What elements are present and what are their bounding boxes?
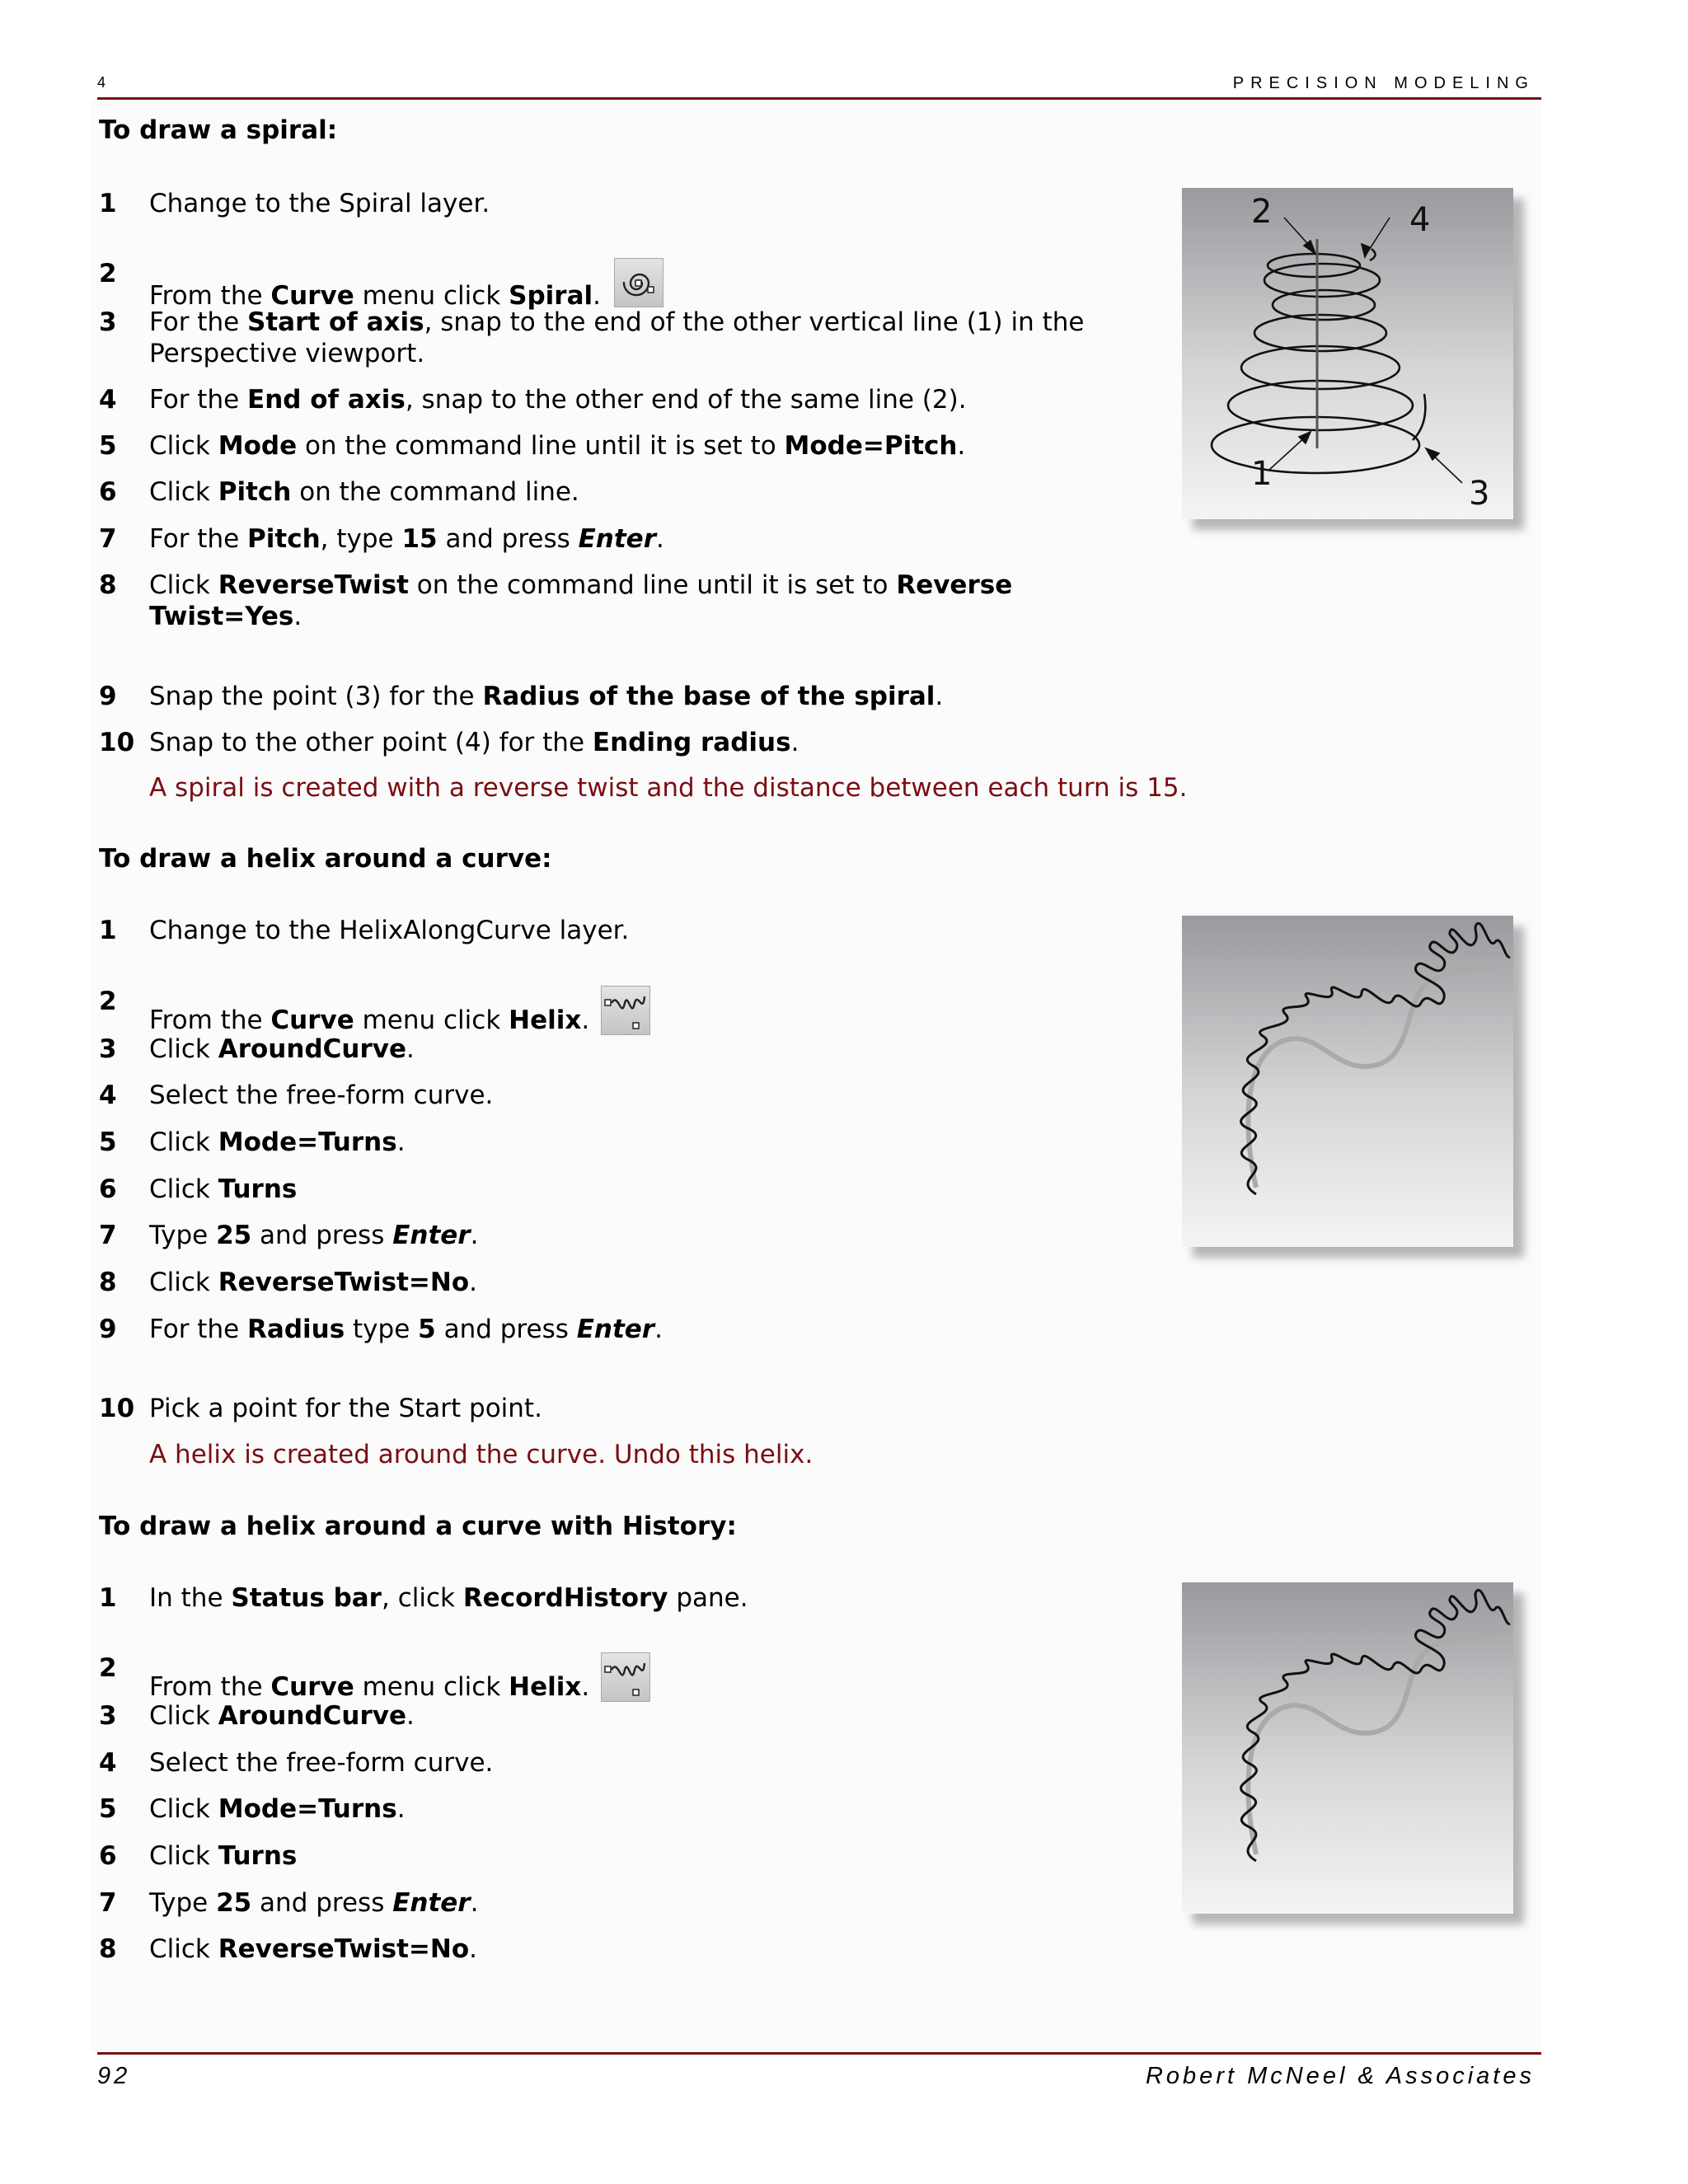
publisher-name: Robert McNeel & Associates — [1145, 2063, 1535, 2089]
menu-name: Curve — [270, 1005, 354, 1035]
option-name: Turns — [218, 1174, 298, 1204]
figure-label: 1 — [1251, 455, 1273, 493]
menu-name: Curve — [270, 281, 354, 311]
option-name: Pitch — [247, 524, 321, 554]
step-text: From the — [149, 1672, 271, 1702]
option-value: Mode=Pitch — [784, 431, 958, 461]
helix-tool-icon — [601, 1652, 650, 1702]
option-name: Pitch — [218, 477, 292, 507]
spiral-tool-icon — [614, 258, 663, 307]
helix-history-figure — [1182, 1582, 1513, 1914]
figure-label: 3 — [1469, 475, 1490, 513]
step-text: . — [293, 602, 302, 631]
option-value: ReverseTwist=No — [218, 1934, 470, 1964]
step-text: Change to the HelixAlongCurve layer. — [149, 916, 630, 945]
step-number: 7 — [99, 1221, 117, 1250]
step-text: Click — [149, 431, 218, 461]
spiral-figure — [1182, 188, 1513, 519]
step-text: . — [396, 1794, 406, 1824]
step-text: , click — [381, 1583, 463, 1613]
key-name: Enter — [392, 1888, 471, 1918]
step-text: . — [581, 1672, 590, 1702]
step-text: . — [790, 728, 799, 757]
prompt-name: Ending radius — [592, 728, 791, 757]
step-text: pane. — [668, 1583, 748, 1613]
ui-name: Status bar — [231, 1583, 382, 1613]
step-text: Click — [149, 1034, 218, 1064]
step-text: . — [593, 281, 601, 311]
figure-label: 2 — [1251, 193, 1273, 231]
step-text: . — [406, 1701, 415, 1731]
step-text: . — [656, 524, 664, 554]
step-number: 10 — [99, 728, 135, 757]
step-text: Change to the Spiral layer. — [149, 189, 490, 218]
step-text: and press — [437, 524, 579, 554]
option-value: ReverseTwist=No — [218, 1268, 470, 1297]
step-number: 8 — [99, 1268, 117, 1297]
step-number: 6 — [99, 1174, 117, 1204]
step-text: type — [345, 1315, 419, 1344]
step-text: . — [469, 1268, 477, 1297]
step-text: . — [469, 1934, 477, 1964]
step-text: Type — [149, 1888, 217, 1918]
step-text: In the — [149, 1583, 232, 1613]
value: 5 — [418, 1315, 436, 1344]
step-text: Select the free-form curve. — [149, 1748, 494, 1778]
option-name: End of axis — [247, 385, 406, 415]
option-value: Mode=Turns — [218, 1794, 397, 1824]
command-name: Helix — [509, 1005, 582, 1035]
step-text: Click — [149, 1841, 218, 1871]
step-text: menu click — [354, 281, 509, 311]
option-name: Radius — [247, 1315, 345, 1344]
step-text: and press — [251, 1888, 393, 1918]
option-name: Start of axis — [247, 307, 424, 337]
value: 25 — [216, 1888, 252, 1918]
step-number: 3 — [99, 1701, 117, 1731]
step-number: 5 — [99, 1794, 117, 1824]
step-number: 1 — [99, 1583, 117, 1613]
step-text: Click — [149, 1794, 218, 1824]
step-number: 4 — [99, 1080, 117, 1110]
page-header — [97, 73, 1541, 100]
step-text: . — [406, 1034, 415, 1064]
footer-page-number: 92 — [97, 2063, 131, 2089]
step-text: . — [470, 1888, 479, 1918]
chapter-title: PRECISION MODELING — [1232, 74, 1535, 92]
command-name: Spiral — [509, 281, 593, 311]
option-value: Reverse Twist=Yes — [149, 570, 1013, 631]
step-text: . — [935, 682, 944, 711]
pane-name: RecordHistory — [462, 1583, 668, 1613]
step-text: Pick a point for the Start point. — [149, 1394, 542, 1423]
step-text: on the command line until it is set to — [297, 431, 785, 461]
step-text: From the — [149, 1005, 271, 1035]
helix-tool-icon — [601, 986, 650, 1035]
step-number: 2 — [99, 987, 117, 1016]
step-number: 6 — [99, 477, 117, 507]
step-text: For the — [149, 307, 248, 337]
step-text: For the — [149, 524, 248, 554]
step-text: Click — [149, 1268, 218, 1297]
step-number: 8 — [99, 1934, 117, 1964]
step-number: 9 — [99, 682, 117, 711]
step-text: Select the free-form curve. — [149, 1080, 494, 1110]
result-note: A spiral is created with a reverse twist and the distance between each turn is 15. — [149, 773, 1188, 803]
helix-figure — [1182, 916, 1513, 1247]
step-text: Snap the point (3) for the — [149, 682, 483, 711]
step-number: 6 — [99, 1841, 117, 1871]
step-number: 4 — [99, 385, 117, 415]
page-footer — [97, 2052, 1541, 2089]
step-text: , snap to the end of the other vertical line (1) in the Perspective viewport. — [149, 307, 1085, 368]
step-text: Click — [149, 1127, 218, 1157]
figure-label: 4 — [1409, 201, 1431, 239]
key-name: Enter — [392, 1221, 471, 1250]
option-name: Mode — [218, 431, 298, 461]
step-number: 3 — [99, 1034, 117, 1064]
step-number: 4 — [99, 1748, 117, 1778]
step-number: 3 — [99, 307, 117, 337]
option-name: AroundCurve — [218, 1701, 406, 1731]
step-text: From the — [149, 281, 271, 311]
step-text: , snap to the other end of the same line (2). — [405, 385, 967, 415]
step-text: Type — [149, 1221, 217, 1250]
option-name: Turns — [218, 1841, 298, 1871]
step-number: 9 — [99, 1315, 117, 1344]
value: 15 — [401, 524, 438, 554]
menu-name: Curve — [270, 1672, 354, 1702]
step-number: 1 — [99, 189, 117, 218]
step-text: on the command line until it is set to — [408, 570, 897, 600]
header-page-number: 4 — [97, 74, 106, 91]
step-number: 5 — [99, 431, 117, 461]
step-text: Click — [149, 1934, 218, 1964]
step-text: on the command line. — [291, 477, 579, 507]
key-name: Enter — [578, 524, 656, 554]
section-heading-spiral: To draw a spiral: — [99, 115, 338, 145]
step-text: , type — [320, 524, 402, 554]
step-number: 7 — [99, 524, 117, 554]
step-text: Click — [149, 1174, 218, 1204]
step-text: . — [957, 431, 966, 461]
key-name: Enter — [576, 1315, 655, 1344]
step-number: 2 — [99, 1653, 117, 1683]
step-text: Snap to the other point (4) for the — [149, 728, 593, 757]
step-text: Click — [149, 477, 218, 507]
step-text: . — [654, 1315, 663, 1344]
step-text: and press — [435, 1315, 577, 1344]
step-number: 8 — [99, 570, 117, 600]
option-value: Mode=Turns — [218, 1127, 397, 1157]
section-heading-helix: To draw a helix around a curve: — [99, 844, 552, 874]
step-text: menu click — [354, 1672, 509, 1702]
step-text: and press — [251, 1221, 393, 1250]
step-text: For the — [149, 1315, 248, 1344]
section-heading-helix-history: To draw a helix around a curve with History: — [99, 1511, 737, 1541]
step-text: For the — [149, 385, 248, 415]
option-name: AroundCurve — [218, 1034, 406, 1064]
option-name: ReverseTwist — [218, 570, 409, 600]
step-text: Click — [149, 1701, 218, 1731]
step-text: menu click — [354, 1005, 509, 1035]
step-number: 5 — [99, 1127, 117, 1157]
step-number: 1 — [99, 916, 117, 945]
step-number: 7 — [99, 1888, 117, 1918]
result-note: A helix is created around the curve. Undo this helix. — [149, 1440, 814, 1469]
step-text: Click — [149, 570, 218, 600]
command-name: Helix — [509, 1672, 582, 1702]
value: 25 — [216, 1221, 252, 1250]
step-text: . — [470, 1221, 479, 1250]
step-number: 10 — [99, 1394, 135, 1423]
prompt-name: Radius of the base of the spiral — [482, 682, 935, 711]
step-text: . — [396, 1127, 406, 1157]
step-text: . — [581, 1005, 590, 1035]
step-number: 2 — [99, 259, 117, 288]
